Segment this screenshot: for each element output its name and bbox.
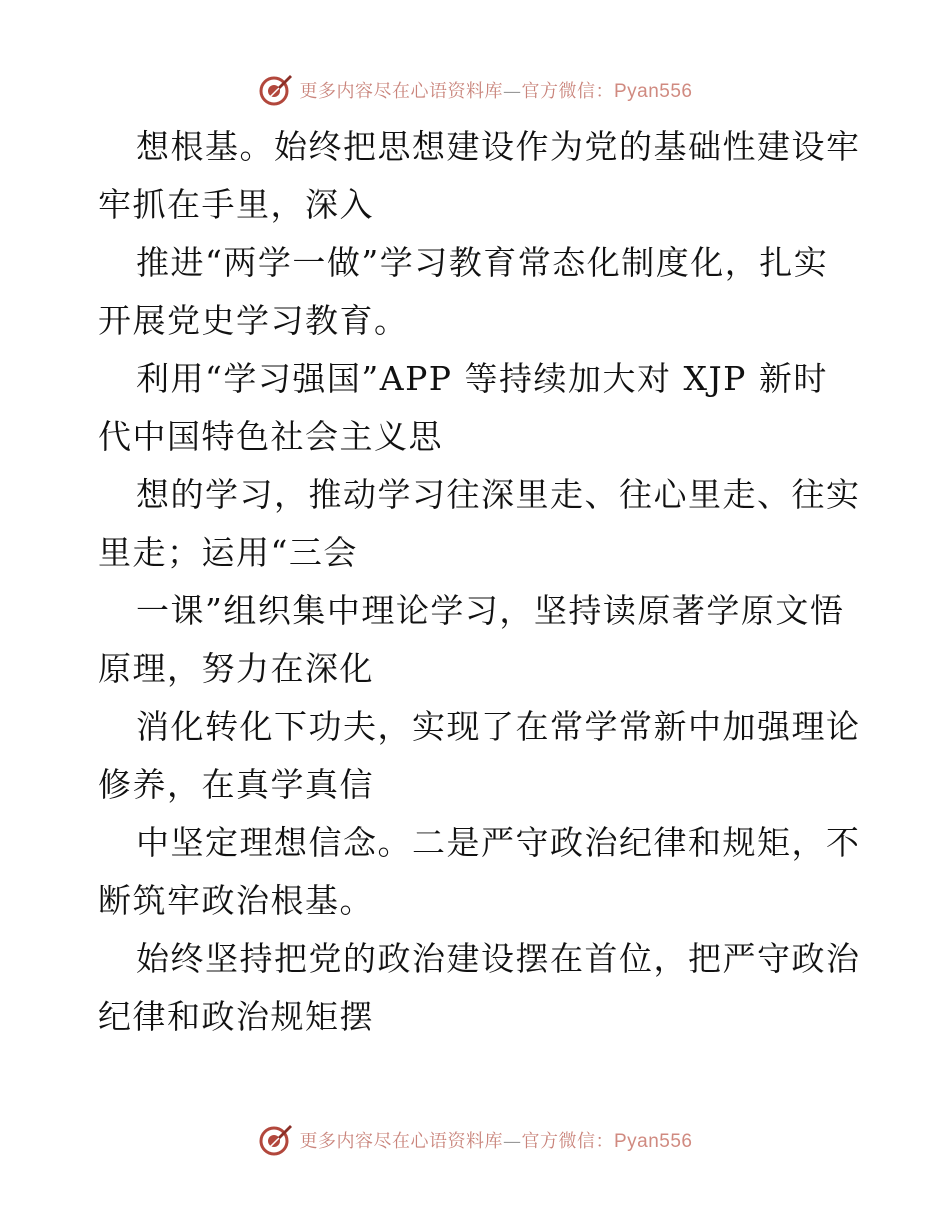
- paragraph-line: 开展党史学习教育。: [98, 301, 409, 340]
- pen-logo-icon: [257, 1122, 293, 1158]
- paragraph-line: 一课”组织集中理论学习，坚持读原著学原文悟: [136, 591, 845, 630]
- watermark-separator: —: [502, 81, 522, 102]
- watermark-site-text: 更多内容尽在心语资料库: [299, 81, 503, 102]
- paragraph-line: 断筑牢政治根基。: [98, 881, 374, 920]
- paragraph-line: 修养，在真学真信: [98, 765, 374, 804]
- document-body: [98, 118, 861, 1046]
- watermark-separator: —: [502, 1131, 522, 1152]
- paragraph: [98, 466, 861, 582]
- paragraph: [98, 350, 858, 466]
- watermark-text: [299, 1127, 692, 1153]
- paragraph-line: 代中国特色社会主义思: [98, 417, 443, 456]
- paragraph-line: 想的学习，推动学习往深里走、往心里走、往实: [136, 475, 861, 514]
- paragraph-line: 推进“两学一做”学习教育常态化制度化，扎实: [136, 243, 829, 282]
- paragraph-line: 牢抓在手里，深入: [98, 185, 374, 224]
- paragraph-line: 始终坚持把党的政治建设摆在首位，把严守政治: [136, 939, 861, 978]
- paragraph: [98, 234, 858, 350]
- paragraph-line: 利用“学习强国”APP 等持续加大对 XJP 新时: [136, 359, 828, 398]
- paragraph-line: 想根基。始终把思想建设作为党的基础性建设牢: [136, 127, 861, 166]
- paragraph: [98, 814, 861, 930]
- paragraph: [98, 930, 861, 1046]
- watermark-account-label: 官方微信：: [521, 81, 614, 102]
- pen-logo-icon: [257, 72, 293, 108]
- paragraph-line: 消化转化下功夫，实现了在常学常新中加强理论: [136, 707, 861, 746]
- watermark-site-text: 更多内容尽在心语资料库: [299, 1131, 503, 1152]
- paragraph-line: 纪律和政治规矩摆: [98, 997, 374, 1036]
- watermark-account-label: 官方微信：: [521, 1131, 614, 1152]
- watermark-account-id: Pyan556: [613, 81, 693, 102]
- paragraph: [98, 582, 858, 698]
- header-watermark: [0, 70, 950, 110]
- paragraph: [98, 698, 861, 814]
- paragraph-line: 中坚定理想信念。二是严守政治纪律和规矩，不: [136, 823, 861, 862]
- watermark-text: [299, 77, 692, 103]
- paragraph: [98, 118, 861, 234]
- watermark-account-id: Pyan556: [613, 1131, 693, 1152]
- paragraph-line: 原理，努力在深化: [98, 649, 374, 688]
- footer-watermark: [0, 1120, 950, 1160]
- paragraph-line: 里走；运用“三会: [98, 533, 358, 572]
